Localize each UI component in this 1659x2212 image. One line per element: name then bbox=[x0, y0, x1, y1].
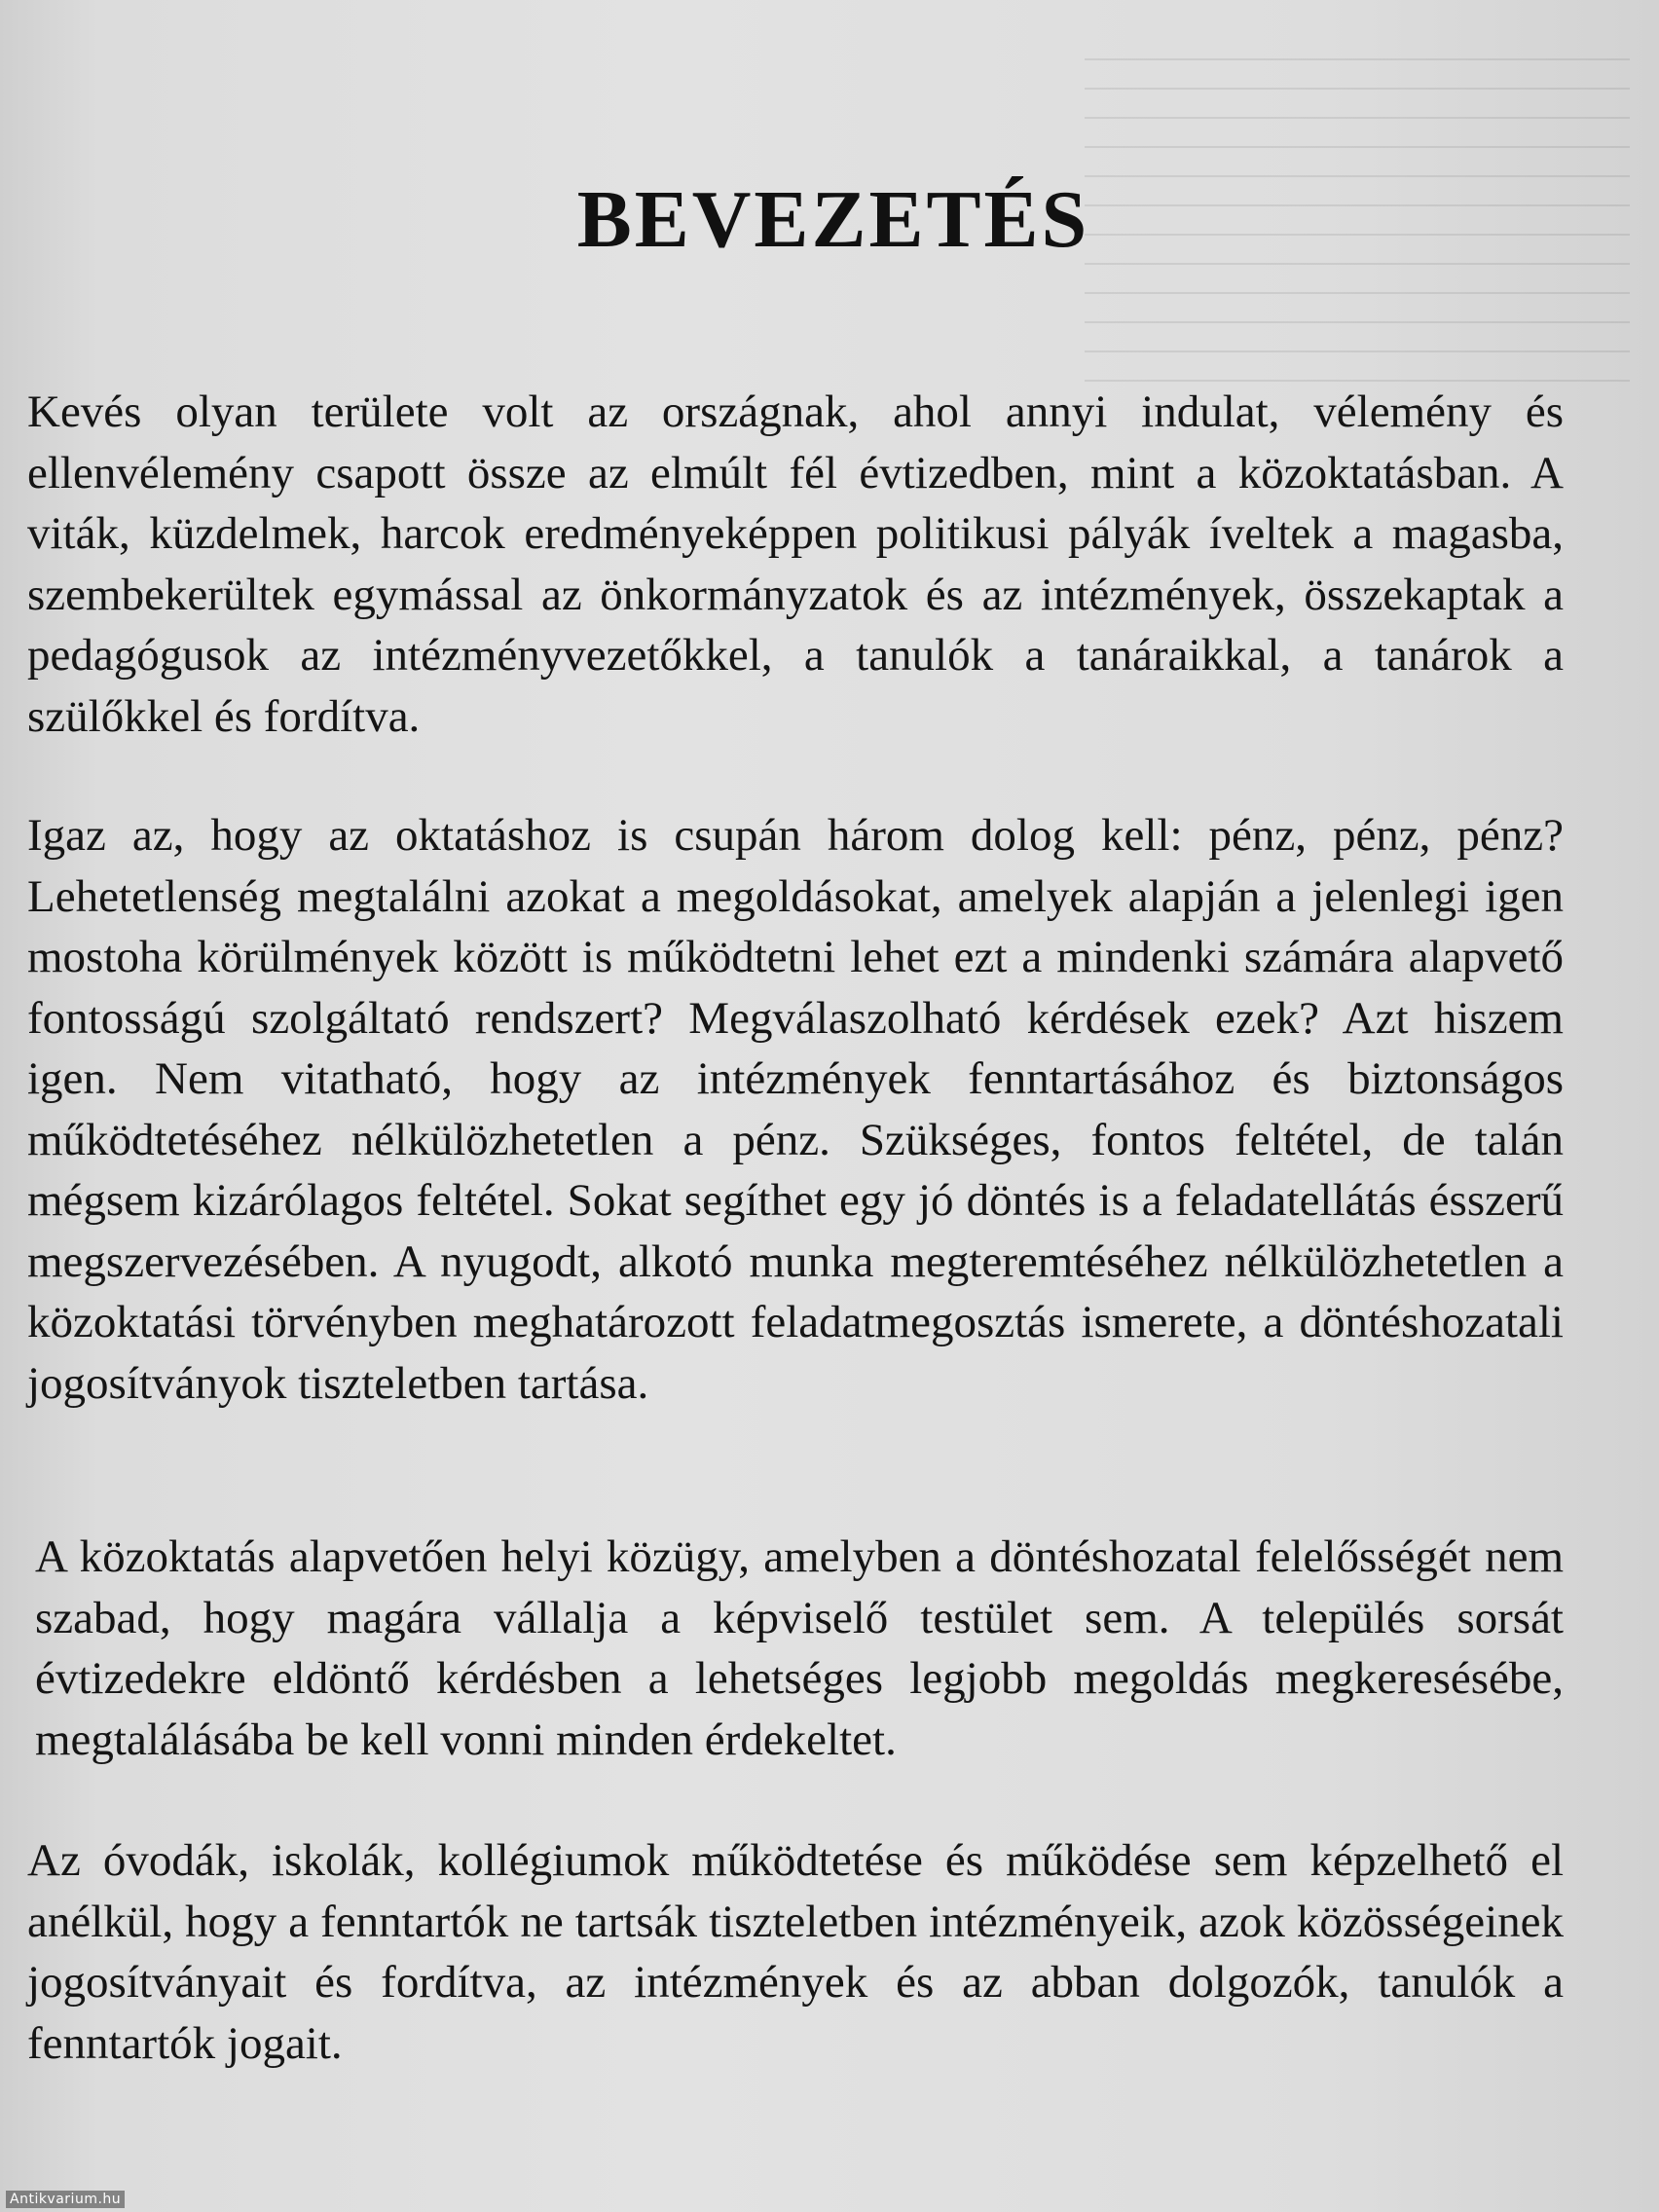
source-watermark: Antikvarium.hu bbox=[6, 2191, 125, 2208]
paragraph-3: A közoktatás alapvetően helyi közügy, amelyben a döntéshozatal felelősségét nem szabad, hogy magára vállalja a képviselő testület sem. A település sorsát évtizedekre eldöntő kérdésben a lehetséges legjobb megoldás megkeresésébe, megtalálásába be kell vonni minden érdekeltet. bbox=[35, 1531, 1564, 1765]
paragraph-2: Igaz az, hogy az oktatáshoz is csupán három dolog kell: pénz, pénz, pénz? Lehetetlenség megtalálni azokat a megoldásokat, amelyek alapján a jelenlegi igen mostoha körülmények között is működtetni lehet ezt a mindenki számára alapvető fontosságú szolgáltató rendszert? Megválaszolható kérdések ezek? Azt hiszem igen. Nem vitatható, hogy az intézmények fenntartásához és biztonságos működtetéséhez nélkülözhetetlen a pénz. Szükséges, fontos feltétel, de talán mégsem kizárólagos feltétel. Sokat segíthet egy jó döntés is a feladatellátás ésszerű megszervezésében. A nyugodt, alkotó munka megteremtéséhez nélkülözhetetlen a közoktatási törvényben meghatározott feladatmegosztás ismerete, a döntéshozatali jogosítványok tiszteletben tartása. bbox=[27, 810, 1564, 1409]
paragraph-4: Az óvodák, iskolák, kollégiumok működtetése és működése sem képzelhető el anélkül, hogy a fenntartók ne tartsák tiszteletben intézményeik, azok közösségeinek jogosítványait és fordítva, az intézmények és az abban dolgozók, tanulók a fenntartók jogait. bbox=[27, 1835, 1564, 2069]
page-title: BEVEZETÉS bbox=[576, 174, 1090, 265]
paragraph-1: Kevés olyan területe volt az országnak, ahol annyi indulat, vélemény és ellenvélemény csapott össze az elmúlt fél évtizedben, mint a közoktatásban. A viták, küzdelmek, harcok eredményeképpen politikusi pályák íveltek a magasba, szembekerültek egymással az önkormányzatok és az intézmények, összekaptak a pedagógusok az intézményvezetőkkel, a tanulók a tanáraikkal, a tanárok a szülőkkel és fordítva. bbox=[27, 387, 1564, 742]
